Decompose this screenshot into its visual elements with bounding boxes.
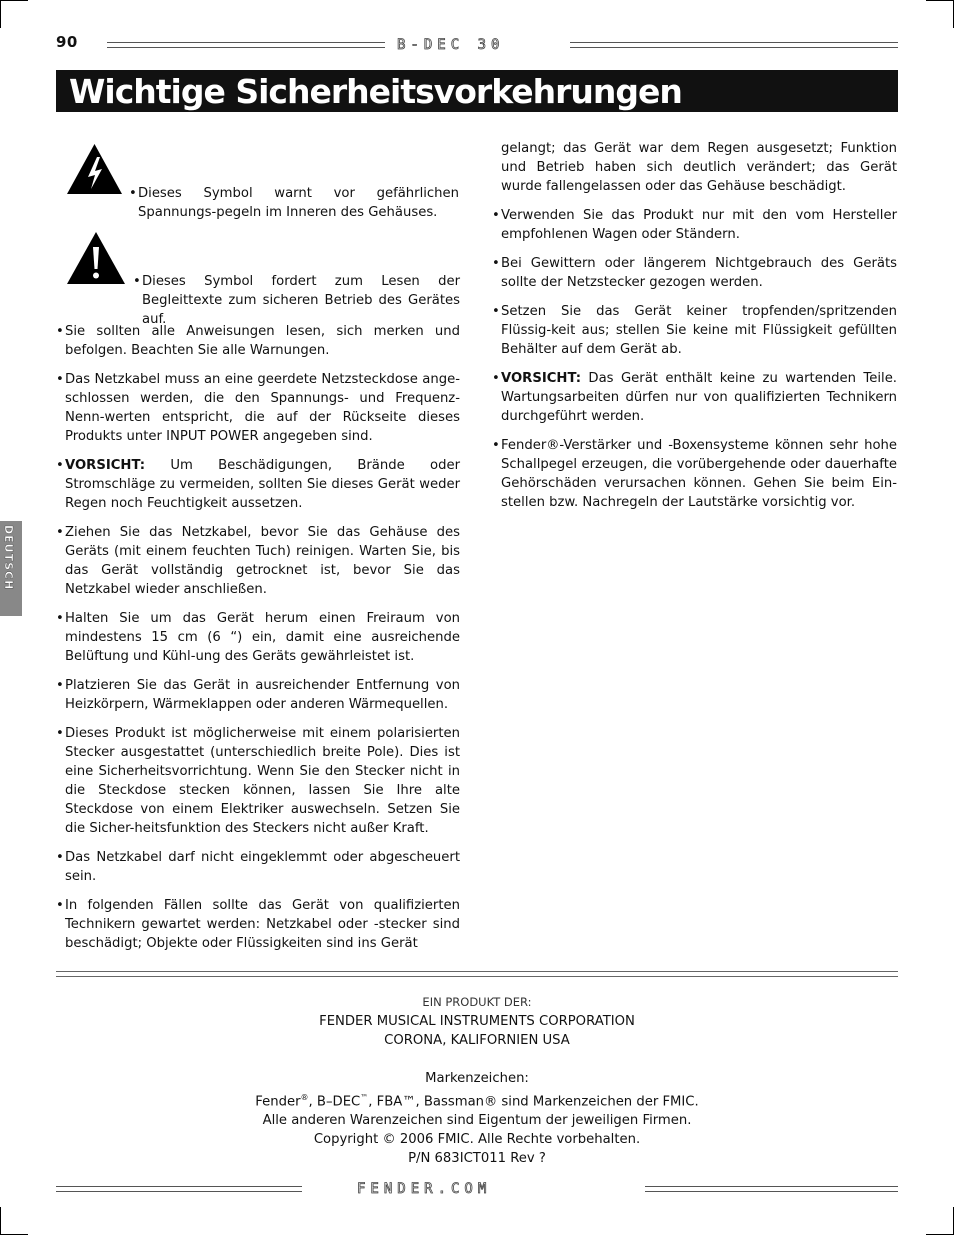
footer-copyright: Copyright © 2006 FMIC. Alle Rechte vorbehalten.	[313, 1132, 641, 1148]
list-item: • Fender®-Verstärker und -Boxensysteme können sehr hohe Schallpegel erzeugen, die vorübergehende oder dauerhafte Gehörschäden verursachen können. Gehen Sie beim Ein-stellen bzw. Nachregeln der Lautstärke vorsichtig vor.	[492, 436, 897, 512]
list-item: • Bei Gewittern oder längerem Nichtgebrauch des Geräts sollte der Netzstecker gezogen werden.	[492, 254, 897, 292]
page-title: Wichtige Sicherheitsvorkehrungen	[69, 72, 682, 111]
footer-location: CORONA, KALIFORNIEN USA	[384, 1033, 570, 1048]
website-logo: FENDER.COM	[357, 1181, 492, 1197]
list-item: • Das Netzkabel muss an eine geerdete Netzsteckdose ange-schlossen werden, die den Spannungs- und Frequenz-Nenn-werten entspricht, die auf der Rückseite dieses Produkts unter INPUT POWER angegeben sind.	[56, 370, 460, 446]
list-item: • Dieses Produkt ist möglicherweise mit einem polarisierten Stecker ausgestattet (unterschiedlich breite Pole). Dies ist eine Sicherheitsvorrichtung. Wenn Sie den Stecker nicht in die Steckdose stecken können, lassen Sie Ihre alte Steckdose von einem Elektriker auswechseln. Setzen Sie die Sicher-heitsfunktion des Steckers nicht außer Kraft.	[56, 724, 460, 838]
list-item: • Setzen Sie das Gerät keiner tropfenden/spritzenden Flüssig-keit aus; stellen Sie keine mit Flüssigkeit gefüllten Behälter auf dem Gerät ab.	[492, 302, 897, 359]
list-item: • Halten Sie um das Gerät herum einen Freiraum von mindestens 15 cm (6 “) ein, damit eine ausreichende Belüftung und Kühl-ung des Geräts gewährleistet ist.	[56, 609, 460, 666]
footer-trademarks: Fender®, B–DEC™, FBA™, Bassman® sind Markenzeichen der FMIC.	[255, 1093, 699, 1110]
list-item: • Das Netzkabel darf nicht eingeklemmt oder abgescheuert sein.	[56, 848, 460, 886]
crop-mark	[926, 0, 954, 1]
list-item: • Verwenden Sie das Produkt nur mit den vom Hersteller empfohlenen Wagen oder Ständern.	[492, 206, 897, 244]
exclamation-warning-triangle-icon	[66, 231, 126, 285]
footer-part-number: P/N 683ICT011 Rev ?	[408, 1151, 546, 1167]
footer-rule-right	[645, 1186, 898, 1192]
footer-rule-left	[56, 1186, 302, 1192]
footer-intro: EIN PRODUKT DER:	[422, 995, 532, 1009]
list-item: • Dieses Symbol fordert zum Lesen der Begleittexte zum sicheren Betrieb des Gerätes auf.	[133, 272, 460, 329]
symbol-text-instructions	[133, 272, 460, 329]
brand-logo-header: B-DEC 30	[397, 37, 505, 53]
header-rule-left	[107, 42, 385, 48]
lightning-warning-triangle-icon	[66, 143, 123, 195]
list-item: • In folgenden Fällen sollte das Gerät von qualifizierten Technikern gewartet werden: Netzkabel oder -stecker sind beschädigt; Objekte oder Flüssigkeiten sind ins Gerät	[56, 896, 460, 953]
crop-mark	[0, 1207, 1, 1235]
list-item: • VORSICHT: Das Gerät enthält keine zu wartenden Teile. Wartungsarbeiten dürfen nur von qualifizierten Technikern durchgeführt werden.	[492, 369, 897, 426]
page-number: 90	[56, 33, 78, 51]
footer-trademarks-heading: Markenzeichen:	[425, 1071, 529, 1086]
symbol-text-voltage	[129, 184, 459, 222]
list-item: • Platzieren Sie das Gerät in ausreichender Entfernung von Heizkörpern, Wärmeklappen oder anderen Wärmequellen.	[56, 676, 460, 714]
footer-other-trademarks: Alle anderen Warenzeichen sind Eigentum der jeweiligen Firmen.	[262, 1113, 692, 1129]
left-column	[56, 322, 460, 963]
language-tab-label: DEUTSCH	[2, 525, 15, 591]
header-rule-right	[570, 42, 898, 48]
warning-label: VORSICHT:	[501, 371, 582, 386]
list-item: • Sie sollten alle Anweisungen lesen, sich merken und befolgen. Beachten Sie alle Warnungen.	[56, 322, 460, 360]
list-item: • Dieses Symbol warnt vor gefährlichen Spannungs-pegeln im Inneren des Gehäuses.	[129, 184, 459, 222]
footer-rule	[56, 971, 898, 977]
list-item: • Ziehen Sie das Netzkabel, bevor Sie das Gehäuse des Geräts (mit einem feuchten Tuch) reinigen. Warten Sie, bis das Gerät vollständig getrocknet ist, bevor Sie das Netzkabel wieder anschließen.	[56, 523, 460, 599]
warning-label: VORSICHT:	[65, 458, 146, 473]
right-column	[492, 139, 897, 522]
crop-mark	[0, 0, 28, 1]
footer-company: FENDER MUSICAL INSTRUMENTS CORPORATION	[319, 1014, 635, 1029]
list-item: • VORSICHT: Um Beschädigungen, Brände oder Stromschläge zu vermeiden, sollten Sie dieses Gerät weder Regen noch Feuchtigkeit aussetzen.	[56, 456, 460, 513]
language-tab	[0, 521, 22, 616]
list-item-continuation: gelangt; das Gerät war dem Regen ausgesetzt; Funktion und Betrieb haben sich deutlich verändert; das Gerät wurde fallengelassen oder das Gehäuse beschädigt.	[501, 141, 897, 194]
footer-block	[56, 993, 898, 1168]
crop-mark	[0, 0, 1, 28]
title-bar	[56, 70, 898, 112]
